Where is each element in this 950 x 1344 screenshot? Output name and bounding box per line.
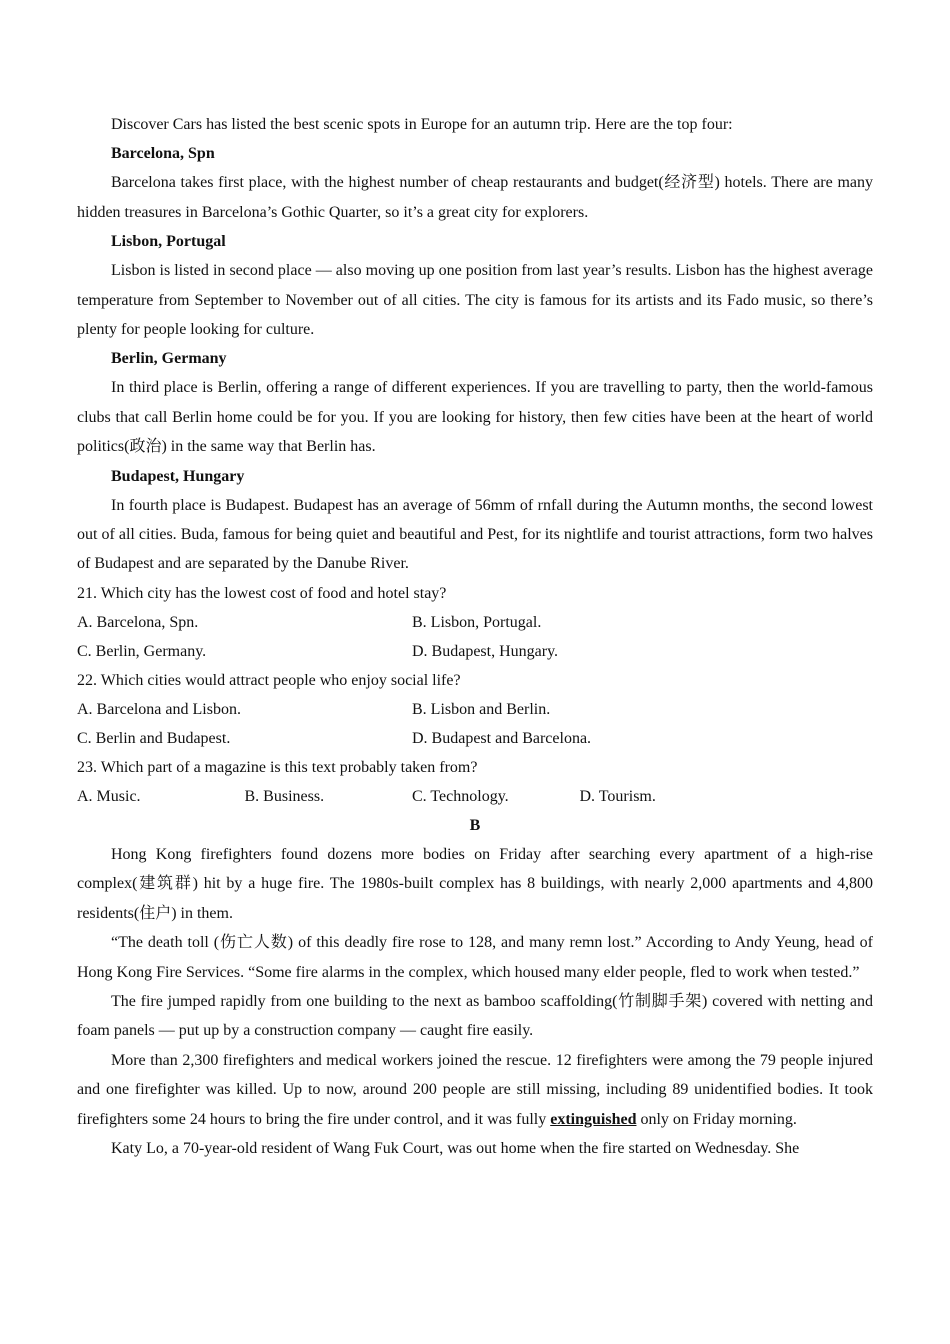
document-page: [77, 110, 873, 1163]
question-21-options-row-2: [77, 637, 873, 666]
question-23-option-c: C. Technology.: [412, 787, 509, 805]
section-heading-budapest: Budapest, Hungary: [111, 467, 245, 485]
question-22-option-d: D. Budapest and Barcelona.: [412, 729, 592, 747]
question-21-option-d: D. Budapest, Hungary.: [412, 642, 559, 660]
section-heading-lisbon: Lisbon, Portugal: [111, 233, 226, 251]
section-text-lisbon: Lisbon is listed in second place — also moving up one position from last year’s results. Lisbon has the highest average temperature from September to November out of all cities. The city is famous for its artists and its Fado music, so there’s plenty for people looking for culture.: [77, 262, 873, 339]
question-21-option-a: A. Barcelona, Spn.: [77, 613, 199, 631]
question-23-option-a: A. Music.: [77, 787, 141, 805]
question-23-option-d: D. Tourism.: [579, 787, 656, 805]
question-23-options-row: [77, 782, 873, 811]
passage-b-paragraph-1: Hong Kong firefighters found dozens more bodies on Friday after searching every apartment of a high-rise complex(建筑群) hit by a huge fire. The 1980s-built complex has 8 buildings, with nearly 2,000 apartments and 4,800 residents(住户) in them.: [77, 845, 873, 922]
question-21-option-b: B. Lisbon, Portugal.: [412, 613, 542, 631]
section-text-budapest: In fourth place is Budapest. Budapest has an average of 56mm of rnfall during the Autumn months, the second lowest out of all cities. Buda, famous for being quiet and beautiful and Pest, for its nightlife and tourist attractions, form two halves of Budapest and are separated by the Danube River.: [77, 496, 873, 573]
question-22-option-b: B. Lisbon and Berlin.: [412, 700, 551, 718]
passage-b-paragraph-2: “The death toll (伤亡人数) of this deadly fire rose to 128, and many remn lost.” According to Andy Yeung, head of Hong Kong Fire Services. “Some fire alarms in the complex, which housed many elder people, fled to work when tested.”: [77, 934, 873, 981]
section-text-berlin: In third place is Berlin, offering a range of different experiences. If you are travelling to party, then the world-famous clubs that call Berlin home could be for you. If you are looking for history, then few cities have been at the heart of world politics(政治) in the same way that Berlin has.: [77, 379, 873, 456]
question-22-options-row-1: [77, 695, 873, 724]
passage-b-paragraph-5: Katy Lo, a 70-year-old resident of Wang Fuk Court, was out home when the fire started on Wednesday. She: [111, 1139, 800, 1157]
question-23-option-b: B. Business.: [244, 787, 325, 805]
question-21-options-row-1: [77, 608, 873, 637]
question-22-option-c: C. Berlin and Budapest.: [77, 729, 231, 747]
section-text-barcelona: Barcelona takes first place, with the highest number of cheap restaurants and budget(经济型) hotels. There are many hidden treasures in Barcelona’s Gothic Quarter, so it’s a great city for explorers.: [77, 174, 873, 221]
passage-b-label: B: [469, 816, 481, 834]
section-heading-berlin: Berlin, Germany: [111, 350, 227, 368]
passage-b-paragraph-4-end: only on Friday morning.: [636, 1110, 797, 1128]
question-22-option-a: A. Barcelona and Lisbon.: [77, 700, 241, 718]
question-21-stem: 21. Which city has the lowest cost of food and hotel stay?: [77, 584, 447, 602]
section-heading-barcelona: Barcelona, Spn: [111, 145, 215, 163]
question-21-option-c: C. Berlin, Germany.: [77, 642, 207, 660]
question-23-stem: 23. Which part of a magazine is this text probably taken from?: [77, 758, 478, 776]
passage-a-intro: Discover Cars has listed the best scenic spots in Europe for an autumn trip. Here are the top four:: [111, 116, 733, 133]
passage-b-paragraph-4: [77, 1046, 873, 1134]
underlined-word-extinguished: extinguished: [550, 1110, 637, 1128]
passage-b-paragraph-4-start: More than 2,300 firefighters and medical workers joined the rescue. 12 firefighters were among the 79 people injured and one firefighter was killed. Up to now, around 200 people are still missing, including 89 unidentified bodies. It took firefighters some 24 hours to bring the fire under control, and it was fully: [77, 1051, 873, 1128]
question-22-options-row-2: [77, 724, 873, 753]
question-22-stem: 22. Which cities would attract people who enjoy social life?: [77, 671, 461, 689]
passage-b-paragraph-3: The fire jumped rapidly from one building to the next as bamboo scaffolding(竹制脚手架) covered with netting and foam panels — put up by a construction company — caught fire easily.: [77, 992, 873, 1040]
